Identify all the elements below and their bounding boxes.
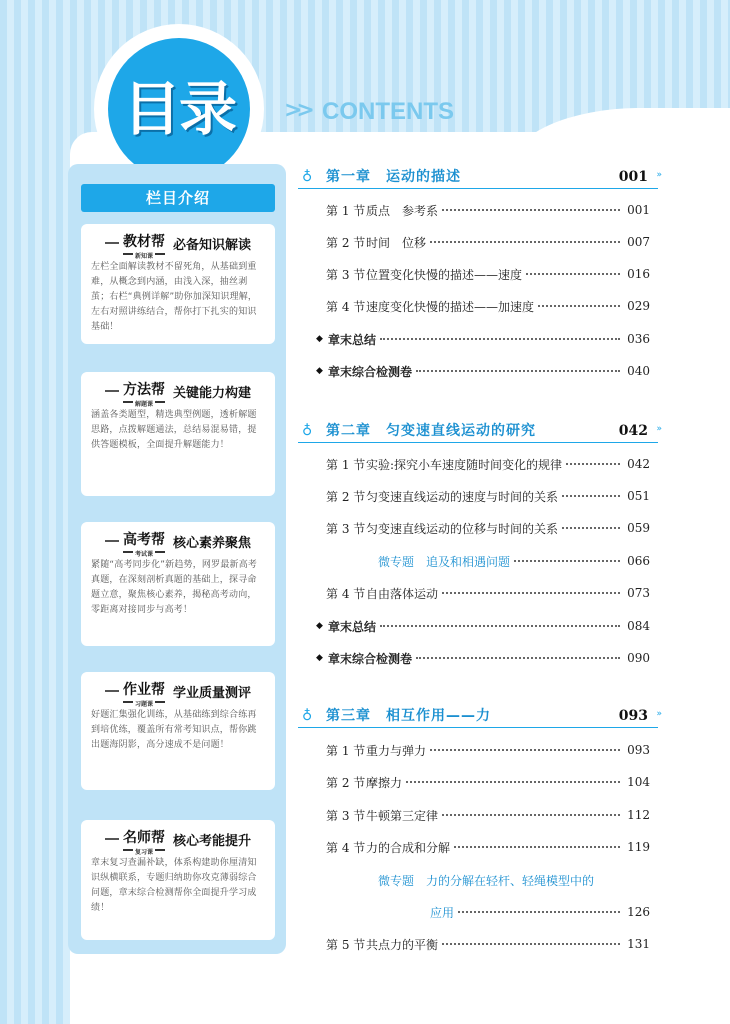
- column-card-fangfa: [81, 372, 275, 496]
- section-number: 第 1 节: [326, 203, 366, 218]
- chevron-right-icon: »: [656, 424, 660, 434]
- page-number: 119: [627, 840, 650, 854]
- page-number: 104: [627, 775, 650, 789]
- chapter-title: 第二章 匀变速直线运动的研究: [326, 423, 536, 439]
- card-badge-sub: 复习课: [134, 849, 153, 856]
- lightbulb-icon: ♁: [302, 423, 313, 439]
- lightbulb-icon: ♁: [302, 708, 313, 724]
- special-topic-title: 微专题 追及和相遇问题: [378, 554, 511, 569]
- column-card-jiaocai: [81, 224, 275, 344]
- section-title: 时间 位移: [366, 235, 427, 250]
- dot-leader: [526, 273, 620, 275]
- section-title: 匀变速直线运动的速度与时间的关系: [366, 489, 559, 504]
- diamond-icon: ◆: [316, 334, 323, 344]
- column-card-mingshi: [81, 820, 275, 940]
- card-badge: 教材帮 新知课: [123, 231, 165, 255]
- dot-leader: [562, 495, 620, 497]
- special-topic-title: 微专题 力的分解在轻杆、轻绳模型中的: [378, 873, 595, 888]
- page-number: 016: [627, 267, 650, 281]
- special-topic-title: 应用: [430, 905, 455, 920]
- toc-row[interactable]: [310, 837, 650, 857]
- divider: [105, 540, 119, 542]
- page-number: 066: [627, 554, 650, 568]
- toc-row[interactable]: [310, 486, 650, 506]
- dot-leader: [458, 911, 620, 913]
- page-number: 001: [627, 203, 650, 217]
- toc-row[interactable]: [310, 551, 650, 571]
- page-title: 目录: [122, 75, 235, 143]
- dot-leader: [562, 527, 620, 529]
- diamond-icon: ◆: [316, 653, 323, 663]
- section-title: 位置变化快慢的描述——速度: [366, 267, 523, 282]
- dot-leader: [380, 338, 620, 340]
- page-number: 084: [627, 619, 650, 633]
- page-number: 029: [627, 299, 650, 313]
- page-number: 051: [627, 489, 650, 503]
- divider: [105, 242, 119, 244]
- diamond-icon: ◆: [316, 366, 323, 376]
- toc-row[interactable]: [310, 232, 650, 252]
- page-number: 112: [627, 808, 650, 822]
- section-number: 第 4 节: [326, 840, 366, 855]
- chapter-heading[interactable]: [298, 167, 658, 189]
- toc-row[interactable]: [310, 616, 650, 636]
- page-number: 090: [627, 651, 650, 665]
- section-title: 章末总结: [328, 332, 377, 347]
- section-number: 第 3 节: [326, 267, 366, 282]
- dot-leader: [430, 241, 620, 243]
- dot-leader: [514, 560, 620, 562]
- page-number: 040: [627, 364, 650, 378]
- toc-row[interactable]: [310, 518, 650, 538]
- chevron-right-icon: »: [656, 170, 660, 180]
- card-tag: 核心考能提升: [172, 833, 251, 849]
- section-title: 共点力的平衡: [366, 937, 439, 952]
- dot-leader: [442, 592, 620, 594]
- toc-row[interactable]: [310, 200, 650, 220]
- card-badge-sub: 考试课: [134, 551, 153, 558]
- card-badge: 高考帮 考试课: [123, 529, 165, 553]
- section-title: 速度变化快慢的描述——加速度: [366, 299, 535, 314]
- section-number: 第 4 节: [326, 586, 366, 601]
- card-badge-sub: 解题课: [134, 401, 153, 408]
- toc-row[interactable]: [310, 329, 650, 349]
- dot-leader: [442, 209, 620, 211]
- page-number: 131: [627, 937, 650, 951]
- chapter-page: 001: [618, 169, 648, 185]
- divider: [105, 838, 119, 840]
- page-number: 059: [627, 521, 650, 535]
- section-title: 章末综合检测卷: [328, 651, 413, 666]
- dot-leader: [416, 657, 620, 659]
- toc-row[interactable]: [310, 296, 650, 316]
- column-card-zuoye: [81, 672, 275, 790]
- card-badge-sub: 习题课: [134, 701, 153, 708]
- section-title: 章末综合检测卷: [328, 364, 413, 379]
- toc-row[interactable]: [310, 454, 650, 474]
- dot-leader: [430, 749, 620, 751]
- section-number: 第 3 节: [326, 521, 366, 536]
- chapter-heading[interactable]: [298, 421, 658, 443]
- dot-leader: [442, 943, 620, 945]
- lightbulb-icon: ♁: [302, 169, 313, 185]
- column-card-gaokao: [81, 522, 275, 646]
- chapter-page: 042: [618, 423, 648, 439]
- card-badge: 方法帮 解题课: [123, 379, 165, 403]
- section-title: 质点 参考系: [366, 203, 439, 218]
- page-number: 042: [627, 457, 650, 471]
- card-badge: 作业帮 习题课: [123, 679, 165, 703]
- chapter-title: 第一章 运动的描述: [326, 169, 461, 185]
- card-tag: 学业质量测评: [172, 685, 251, 701]
- dot-leader: [416, 370, 620, 372]
- toc-row[interactable]: [310, 934, 650, 954]
- card-badge-sub: 新知课: [134, 253, 153, 260]
- toc-row[interactable]: [310, 805, 650, 825]
- section-title: 匀变速直线运动的位移与时间的关系: [366, 521, 559, 536]
- section-title: 自由落体运动: [366, 586, 439, 601]
- diamond-icon: ◆: [316, 621, 323, 631]
- card-text: 左栏全面解读教材不留死角，从基础到重难，从概念到内涵，由浅入深，抽丝剥茧；右栏“典例详解”助你加深知识理解，左右对照讲练结合，帮你打下扎实的知识基础！: [91, 262, 258, 332]
- chevron-right-icon: »: [656, 709, 660, 719]
- dot-leader: [380, 625, 620, 627]
- section-title: 摩擦力: [366, 775, 403, 790]
- dot-leader: [566, 463, 620, 465]
- dot-leader: [442, 814, 620, 816]
- page-number: 036: [627, 332, 650, 346]
- section-title: 实验:探究小车速度随时间变化的规律: [366, 457, 563, 472]
- dot-leader: [454, 846, 620, 848]
- divider: [105, 690, 119, 692]
- left-band: [0, 150, 70, 1024]
- dot-leader: [406, 781, 620, 783]
- toc-row[interactable]: [310, 648, 650, 668]
- card-text: 好题汇集强化训练，从基础练到综合练再到培优练，覆盖所有常考知识点，帮你跳出题海阴影，高分速成不是问题！: [91, 710, 257, 750]
- page-number: 007: [627, 235, 650, 249]
- card-tag: 核心素养聚焦: [172, 535, 251, 551]
- section-number: 第 2 节: [326, 775, 366, 790]
- toc-row[interactable]: [310, 870, 650, 890]
- card-tag: 必备知识解读: [172, 237, 251, 253]
- chapter-heading[interactable]: [298, 706, 658, 728]
- page-number: 073: [627, 586, 650, 600]
- card-badge: 名师帮 复习课: [123, 827, 165, 851]
- sidebar-heading: 栏目介绍: [81, 184, 275, 212]
- card-text: 涵盖各类题型，精选典型例题，透析解题思路，点拨解题通法，总结易混易错，提供答题模板，全面提升解题能力！: [91, 410, 257, 450]
- card-text: 章末复习查漏补缺，体系构建助你厘清知识纵横联系，专题归纳助你攻克薄弱综合问题，章末综合检测帮你全面提升学习成绩！: [91, 858, 257, 913]
- toc-row[interactable]: [310, 583, 650, 603]
- chapter-title: 第三章 相互作用——力: [326, 708, 491, 724]
- section-number: 第 3 节: [326, 808, 366, 823]
- toc-row[interactable]: [310, 361, 650, 381]
- section-title: 章末总结: [328, 619, 377, 634]
- toc-row[interactable]: [310, 772, 650, 792]
- section-title: 重力与弹力: [366, 743, 427, 758]
- card-text: 紧随“高考同步化”新趋势，网罗最新高考真题，在深刻剖析真题的基础上，探寻命题立意，聚焦核心素养，揭秘高考动向，零距离对接同步与高考！: [91, 560, 258, 615]
- section-number: 第 1 节: [326, 457, 366, 472]
- toc-row[interactable]: [310, 902, 650, 922]
- card-tag: 关键能力构建: [172, 385, 251, 401]
- toc-row[interactable]: [310, 740, 650, 760]
- section-number: 第 2 节: [326, 235, 366, 250]
- section-number: 第 5 节: [326, 937, 366, 952]
- section-number: 第 4 节: [326, 299, 366, 314]
- dot-leader: [538, 305, 620, 307]
- section-title: 牛顿第三定律: [366, 808, 439, 823]
- page-number: 093: [627, 743, 650, 757]
- section-number: 第 2 节: [326, 489, 366, 504]
- section-number: 第 1 节: [326, 743, 366, 758]
- section-title: 力的合成和分解: [366, 840, 451, 855]
- contents-label: CONTENTS: [322, 98, 454, 125]
- chevron-right-icon: >>: [284, 98, 309, 123]
- page-number: 126: [627, 905, 650, 919]
- chapter-page: 093: [618, 708, 648, 724]
- toc-row[interactable]: [310, 264, 650, 284]
- divider: [105, 390, 119, 392]
